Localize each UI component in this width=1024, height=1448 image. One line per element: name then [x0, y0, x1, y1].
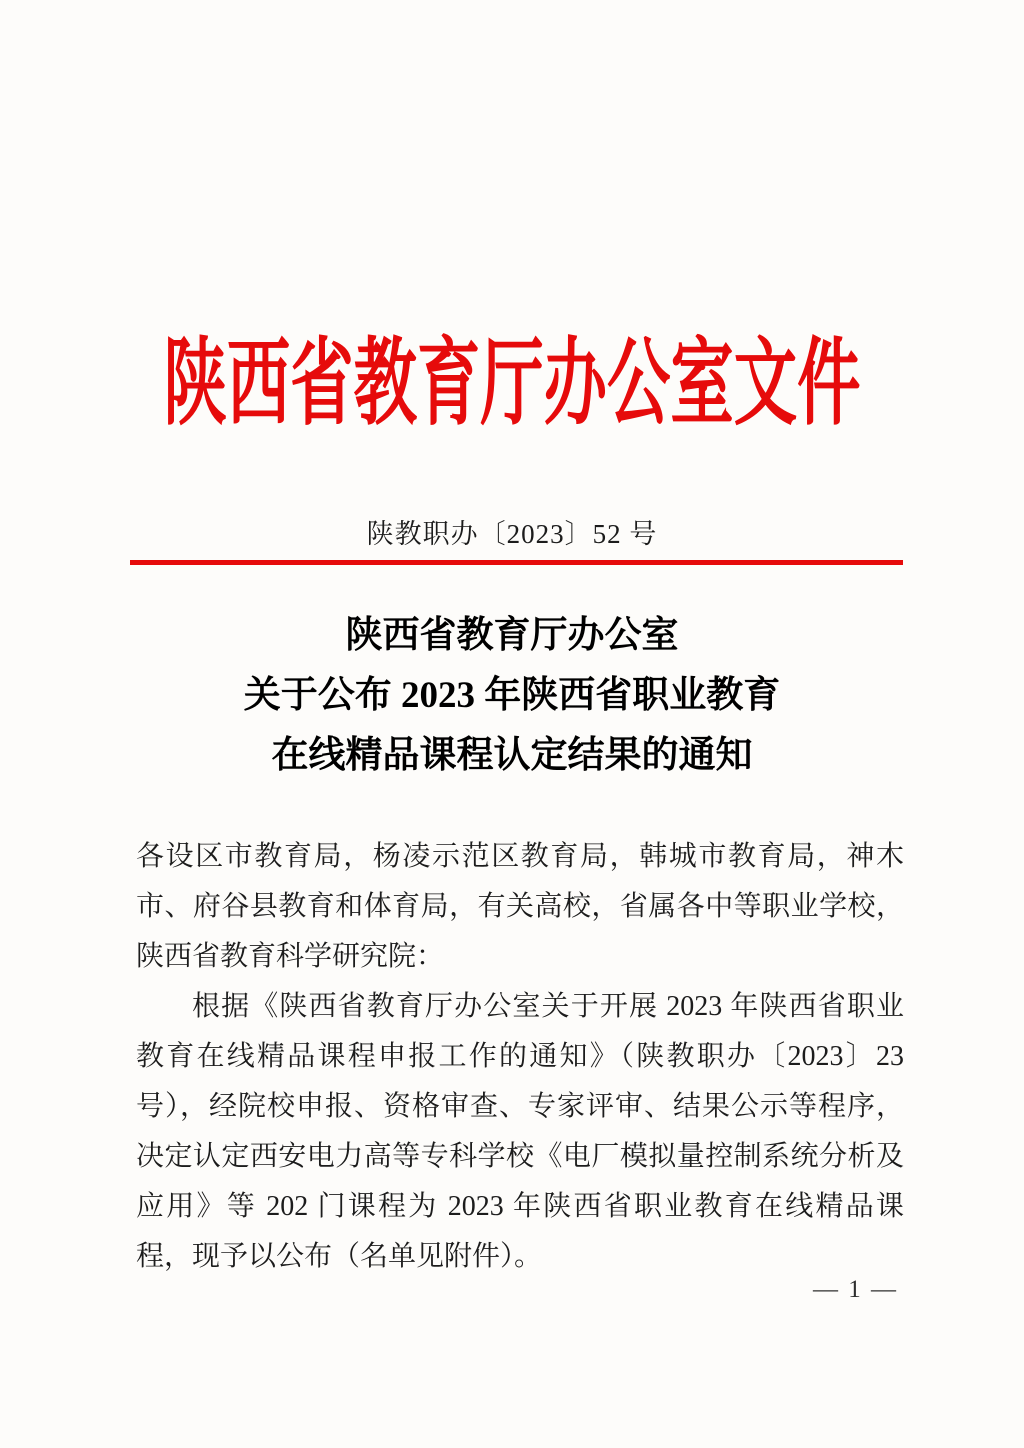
notice-title-line-1: 陕西省教育厅办公室 [345, 615, 679, 656]
letterhead-title: 陕西省教育厅办公室文件 [163, 331, 861, 437]
red-divider-line [130, 560, 903, 565]
document-body [136, 832, 904, 1282]
paragraph-body: 根据《陕西省教育厅办公室关于开展 2023 年陕西省职业教育在线精品课程申报工作的通知》（陕教职办〔2023〕23 号），经院校申报、资格审查、专家评审、结果公示等程序，决定认定西安电力高等专科学校《电厂模拟量控制系统分析及应用》等 202 门课程为 2023 年陕西省职业教育在线精品课程，现予以公布（名单见附件）。 [136, 991, 904, 1272]
letterhead [0, 328, 1024, 440]
notice-title [0, 606, 1024, 786]
notice-title-line-3: 在线精品课程认定结果的通知 [271, 735, 753, 776]
notice-title-line-2: 关于公布 2023 年陕西省职业教育 [243, 675, 781, 716]
document-number: 陕教职办〔2023〕52 号 [366, 519, 658, 549]
paragraph-addressees: 各设区市教育局，杨凌示范区教育局，韩城市教育局，神木市、府谷县教育和体育局，有关高校，省属各中等职业学校，陕西省教育科学研究院： [136, 841, 904, 972]
page-number: — 1 — [813, 1276, 898, 1303]
